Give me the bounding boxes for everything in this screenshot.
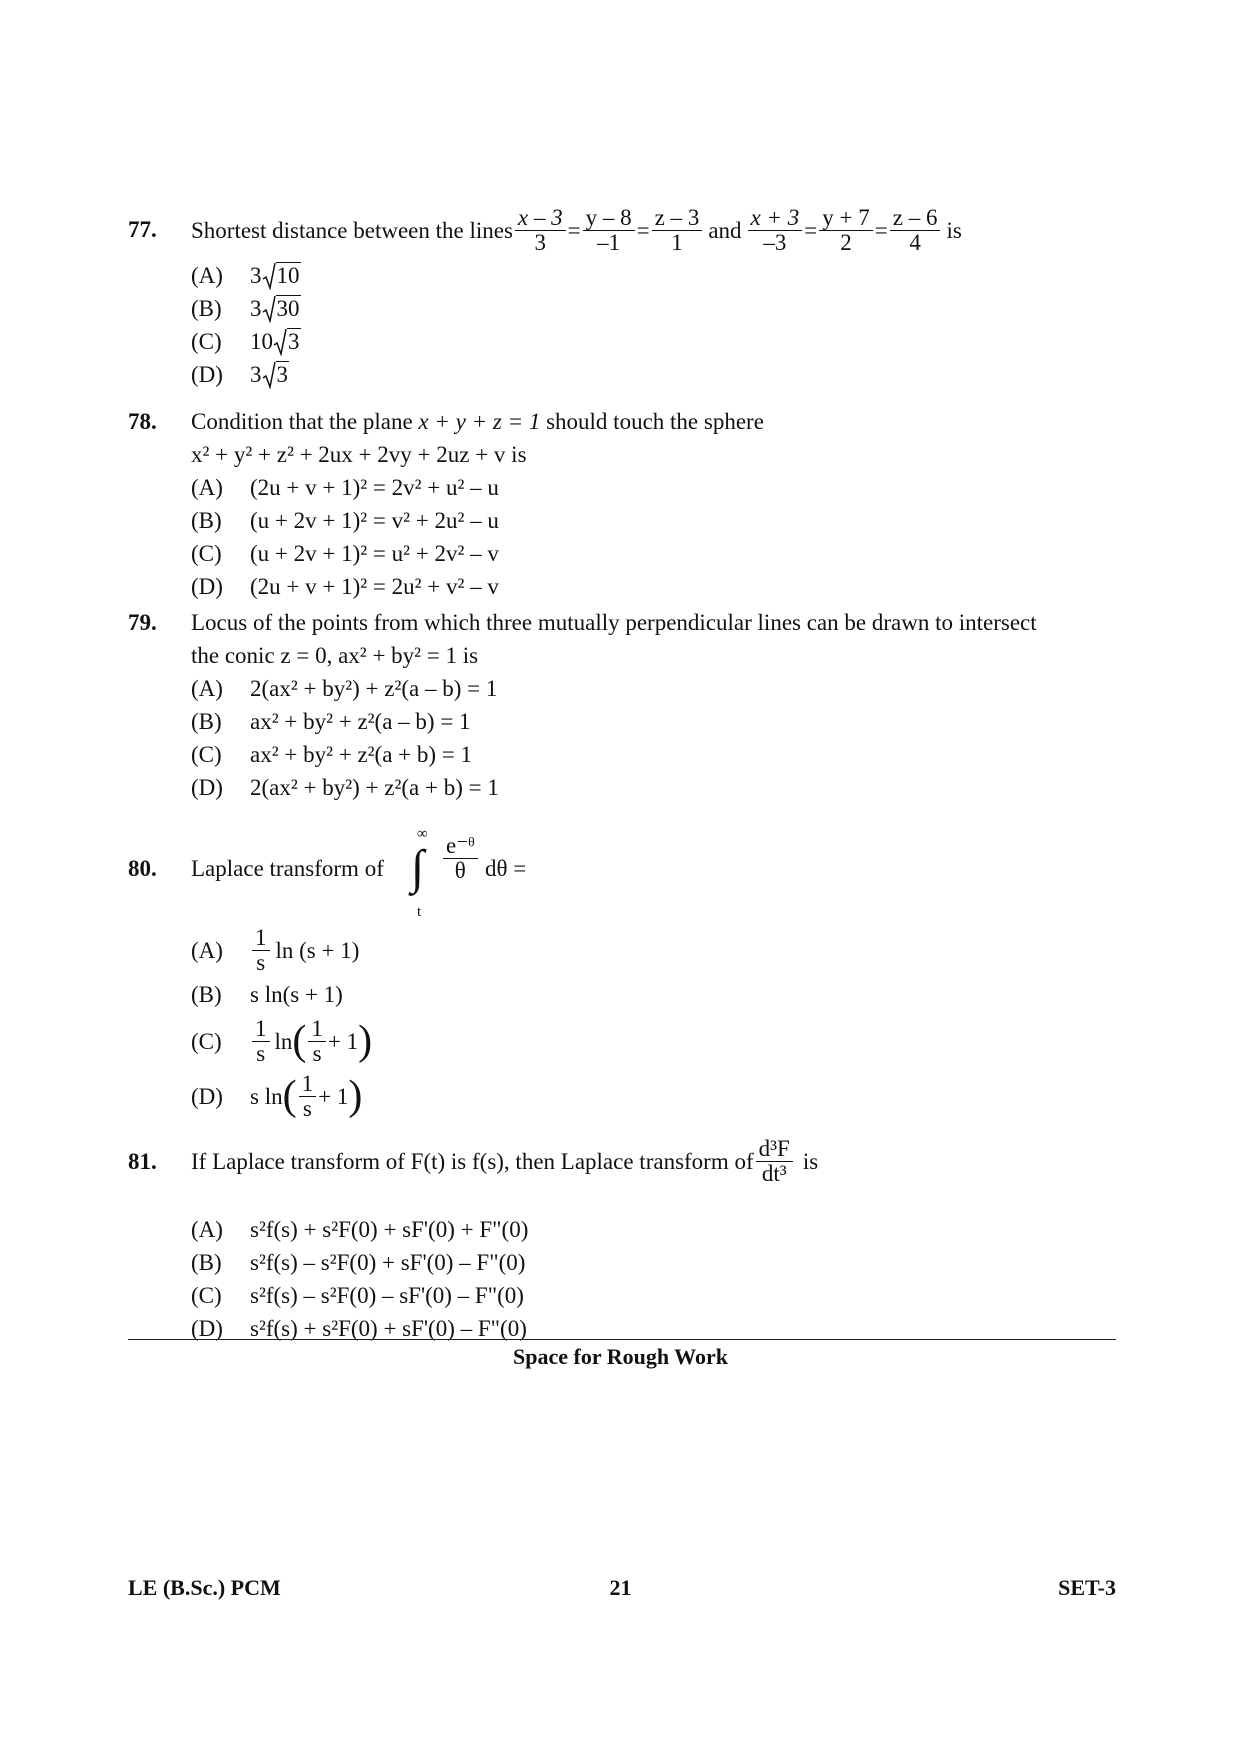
fraction: $\frac{1}{s}$: [299, 1072, 317, 1121]
options: [191, 1213, 1116, 1345]
option-a: (A) 2(ax² + by²) + z²(a – b) = 1: [191, 676, 498, 701]
radical: 30: [262, 295, 301, 323]
option-d: (D) 3 3: [191, 361, 288, 387]
fraction: $\frac{x + 3}{-3}$: [748, 206, 803, 255]
option-b: (B) ax² + by² + z²(a – b) = 1: [191, 709, 471, 734]
options: [191, 471, 1116, 603]
question-number: 77.: [128, 217, 157, 242]
radical: 3: [273, 328, 301, 356]
fraction: $\frac{1}{s}$: [252, 1017, 270, 1066]
question-stem-line2: x² + y² + z² + 2ux + 2vy + 2uz + v is: [191, 442, 527, 467]
question-number: 78.: [128, 409, 157, 434]
option-c: (C) $\frac{1}{s}$ ln ( $\frac{1}{s}$ + 1 ): [191, 1015, 373, 1066]
question-stem: Locus of the points from which three mutually perpendicular lines can be drawn to intersect: [191, 610, 1037, 635]
question-stem-line2: the conic z = 0, ax² + by² = 1 is: [191, 643, 479, 668]
option-c: (C) s²f(s) – s²F(0) – sF'(0) – F"(0): [191, 1283, 524, 1308]
option-d: (D) 2(ax² + by²) + z²(a + b) = 1: [191, 775, 499, 800]
option-b: (B) (u + 2v + 1)² = v² + 2u² – u: [191, 508, 499, 533]
option-c: (C) (u + 2v + 1)² = u² + 2v² – v: [191, 541, 499, 566]
radical: 3: [262, 361, 290, 389]
fraction: $\frac{z - 3}{1}$: [652, 206, 703, 255]
radical: 10: [262, 262, 301, 290]
option-a: (A) s²f(s) + s²F(0) + sF'(0) + F"(0): [191, 1217, 529, 1242]
option-a: (A) 3 10: [191, 262, 300, 288]
fraction: $\frac{\text{d³F}}{\text{dt³}}$: [756, 1137, 793, 1186]
question-stem: Laplace transform of ∞ ∫ t $\frac{\text{e⁻ᶿ}}{\theta}$ dθ =: [191, 852, 1116, 885]
footer-exam-code: LE (B.Sc.) PCM: [128, 1575, 281, 1600]
option-d: (D) s²f(s) + s²F(0) + sF'(0) – F"(0): [191, 1316, 527, 1341]
footer-set: SET-3: [1058, 1575, 1116, 1600]
fraction: $\frac{1}{s}$: [308, 1017, 326, 1066]
option-c: (C) ax² + by² + z²(a + b) = 1: [191, 742, 473, 767]
options: [191, 924, 1116, 1122]
question-stem: If Laplace transform of F(t) is f(s), then Laplace transform of $\frac{\text{d³F}}{\text{dt³}}$ is: [191, 1136, 819, 1186]
lower-limit: t: [417, 904, 422, 920]
rough-work-heading: Space for Rough Work: [513, 1344, 728, 1369]
integral-sign: ∫: [411, 841, 425, 894]
option-b: (B) 3 30: [191, 295, 300, 321]
upper-limit: ∞: [417, 826, 428, 842]
option-b: (B) s²f(s) – s²F(0) + sF'(0) – F"(0): [191, 1250, 526, 1275]
fraction: $\frac{1}{s}$: [252, 926, 270, 975]
fraction: $\frac{y - 8}{-1}$: [583, 206, 635, 255]
options: [191, 672, 1116, 804]
question-stem: Shortest distance between the lines $\frac{x - 3}{3}$ = $\frac{y - 8}{-1}$ = $\frac{z - 3}{1}$ and $\frac{x + 3}{-3}$ = $\frac{y + 7}{2}$ = $\frac{z - 6}{4}$ is: [191, 204, 962, 255]
question-stem: Condition that the plane x + y + z = 1 should touch the sphere: [191, 409, 764, 434]
page-number: 21: [609, 1575, 632, 1600]
option-d: (D) s ln ( $\frac{1}{s}$ + 1 ): [191, 1070, 363, 1121]
question-number: 80.: [128, 856, 157, 881]
fraction: $\frac{y + 7}{2}$: [819, 206, 872, 255]
options: [191, 259, 1116, 391]
option-c: (C) 10 3: [191, 328, 300, 354]
fraction: $\frac{z - 6}{4}$: [890, 206, 941, 255]
fraction: $\frac{x - 3}{3}$: [515, 206, 566, 255]
option-d: (D) (2u + v + 1)² = 2u² + v² – v: [191, 574, 499, 599]
fraction: $\frac{\text{e⁻ᶿ}}{\theta}$: [443, 834, 478, 883]
option-a: (A) (2u + v + 1)² = 2v² + u² – u: [191, 475, 499, 500]
option-b: (B) s ln(s + 1): [191, 981, 343, 1007]
question-number: 81.: [128, 1149, 157, 1174]
question-number: 79.: [128, 610, 157, 635]
option-a: (A) $\frac{1}{s}$ ln (s + 1): [191, 924, 360, 975]
